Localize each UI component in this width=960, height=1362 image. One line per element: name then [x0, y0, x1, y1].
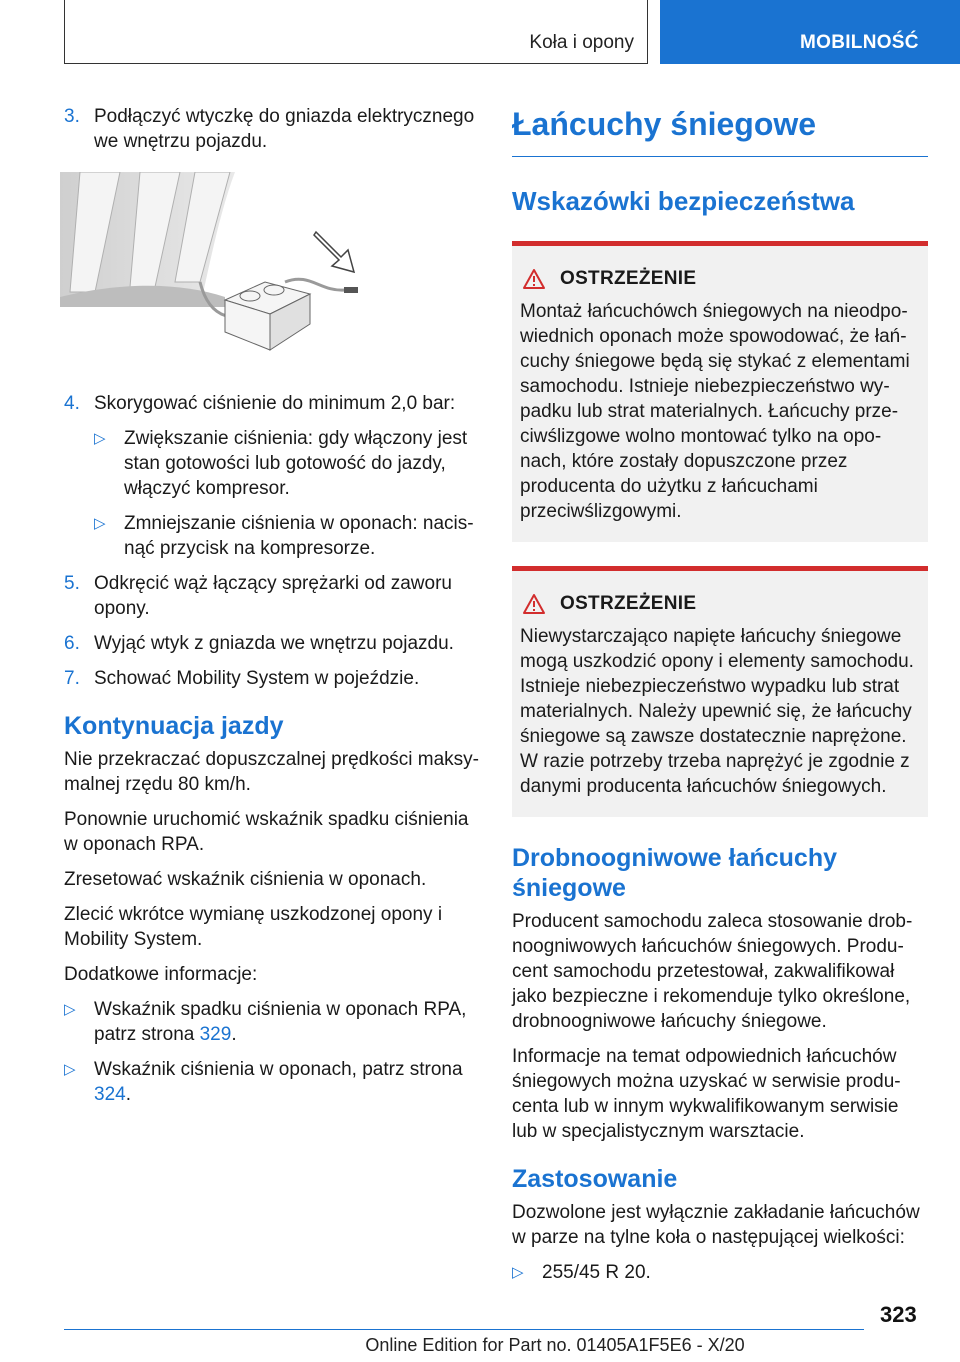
footer-edition: [0, 1333, 960, 1358]
paragraph: Zlecić wkrótce wymianę uszkodzonej opony i Mobility System.: [64, 904, 443, 950]
paragraph: Nie przekraczać dopuszczalnej prędkości maksymalnej rzędu 80 km/h.: [64, 749, 479, 795]
step-text: Wyjąć wtyk z gniazda we wnętrzu pojazdu.: [94, 633, 454, 654]
warning-triangle-icon: [522, 268, 546, 290]
step-text: Skorygować ciśnienie do minimum 2,0 bar:: [94, 393, 456, 414]
step-text: Odkręcić wąż łączący sprężarki od zaworu opony.: [94, 573, 452, 619]
compressor-illustration: [60, 172, 480, 362]
section-heading-safety: Wskazówki bezpieczeństwa: [512, 186, 855, 216]
step-7: [64, 666, 484, 691]
step-text: Schować Mobility System w pojeździe.: [94, 668, 420, 689]
warning-text: Niewystarczająco napięte łańcuchy śniegowe mogą uszkodzić opony i elementy samochodu. Istnieje niebezpieczeństwo wypadku lub strat materialnych. Należy upewnić się, że łańcuchy śniegowe są zawsze dostatecznie naprężone. W razie potrzeby trzeba naprężyć je zgodnie z danymi producenta łańcuchów śniegowych.: [520, 626, 914, 797]
step-4: [64, 391, 484, 416]
warning-header: [520, 591, 920, 616]
punctuation: .: [125, 1084, 131, 1105]
step-number: 4.: [64, 393, 80, 414]
page-link-329[interactable]: 329: [199, 1024, 232, 1045]
warning-label: OSTRZEŻENIE: [560, 268, 697, 289]
step-number: 7.: [64, 668, 80, 689]
step-number: 6.: [64, 633, 80, 654]
triangle-bullet-icon: ▷: [64, 1001, 76, 1018]
left-column: [64, 104, 484, 1117]
step-text: Podłączyć wtyczkę do gniazda elektrycznego we wnętrzu pojazdu.: [94, 106, 475, 152]
paragraph: Zresetować wskaźnik ciśnienia w oponach.: [64, 869, 427, 890]
list-item-text: Wskaźnik ciśnienia w oponach, patrz strona: [94, 1059, 463, 1080]
punctuation: .: [231, 1024, 237, 1045]
list-item: [512, 1260, 928, 1285]
header-section: Koła i opony: [529, 32, 634, 53]
list-item-text: Zwiększanie ciśnienia: gdy włączony jest stan gotowości lub gotowość do jazdy, włączyć kompresor.: [124, 428, 468, 499]
page-number: 323: [880, 1302, 917, 1327]
footer-edition-text: Online Edition for Part no. 01405A1F5E6 - X/20: [365, 1335, 745, 1355]
warning-header: [520, 266, 920, 291]
list-item-text: Wskaźnik spadku ciśnienia w oponach RPA, patrz strona: [94, 999, 467, 1045]
warning-text: Montaż łańcuchówch śniegowych na nieodpowiednich oponach może spowodować, że łańcuchy śniegowe będą się stykać z elementami samochodu. Istnieje niebezpieczeństwo wypadku lub strat materialnych. Łańcuchy przeciwślizgowe wolno montować tylko na oponach, które zostały dopuszczone przez producenta do użytku z łańcuchami przeciwślizgowymi.: [520, 301, 910, 522]
triangle-bullet-icon: ▷: [94, 515, 106, 532]
section-heading-fine-chains: Drobnoogniwowe łańcuchy śniegowe: [512, 844, 838, 902]
right-column: [512, 104, 928, 1295]
step-number: 3.: [64, 106, 80, 127]
triangle-bullet-icon: ▷: [94, 430, 106, 447]
page-link-324[interactable]: 324: [94, 1084, 126, 1105]
list-item-text: 255/45 R 20.: [542, 1262, 651, 1283]
warning-triangle-icon: [522, 593, 546, 615]
list-item: [94, 511, 484, 561]
page-title: Łańcuchy śniegowe: [512, 104, 928, 157]
step-5: [64, 571, 484, 621]
triangle-bullet-icon: ▷: [512, 1264, 524, 1281]
warning-box: [512, 241, 928, 542]
warning-label: OSTRZEŻENIE: [560, 593, 697, 614]
warning-box: [512, 566, 928, 817]
step-number: 5.: [64, 573, 80, 594]
section-heading-continue: Kontynuacja jazdy: [64, 712, 284, 740]
footer-divider: [64, 1329, 864, 1330]
paragraph: Informacje na temat odpowiednich łańcuchów śniegowych można uzyskać w serwisie producenta lub w innym wykwalifikowanym serwisie lub w specjalistycznym warsztacie.: [512, 1046, 901, 1142]
list-item-text: Zmniejszanie ciśnienia w oponach: nacisnąć przycisk na kompresorze.: [124, 513, 474, 559]
triangle-bullet-icon: ▷: [64, 1061, 76, 1078]
header-chapter: MOBILNOŚĆ: [660, 0, 960, 64]
paragraph: Dodatkowe informacje:: [64, 964, 258, 985]
list-item: [64, 1057, 484, 1107]
step-3: [64, 104, 484, 154]
step-6: [64, 631, 484, 656]
list-item: [64, 997, 484, 1047]
paragraph: Dozwolone jest wyłącznie zakładanie łańcuchów w parze na tylne koła o następującej wielkości:: [512, 1202, 920, 1248]
paragraph: Producent samochodu zaleca stosowanie drobnoogniwowych łańcuchów śniegowych. Producent samochodu przetestował, zakwalifikował jako bezpieczne i rekomenduje tylko określone, drobnoogniwowe łańcuchy śniegowe.: [512, 911, 913, 1032]
paragraph: Ponownie uruchomić wskaźnik spadku ciśnienia w oponach RPA.: [64, 809, 469, 855]
list-item: [94, 426, 484, 501]
section-heading-usage: Zastosowanie: [512, 1165, 678, 1193]
